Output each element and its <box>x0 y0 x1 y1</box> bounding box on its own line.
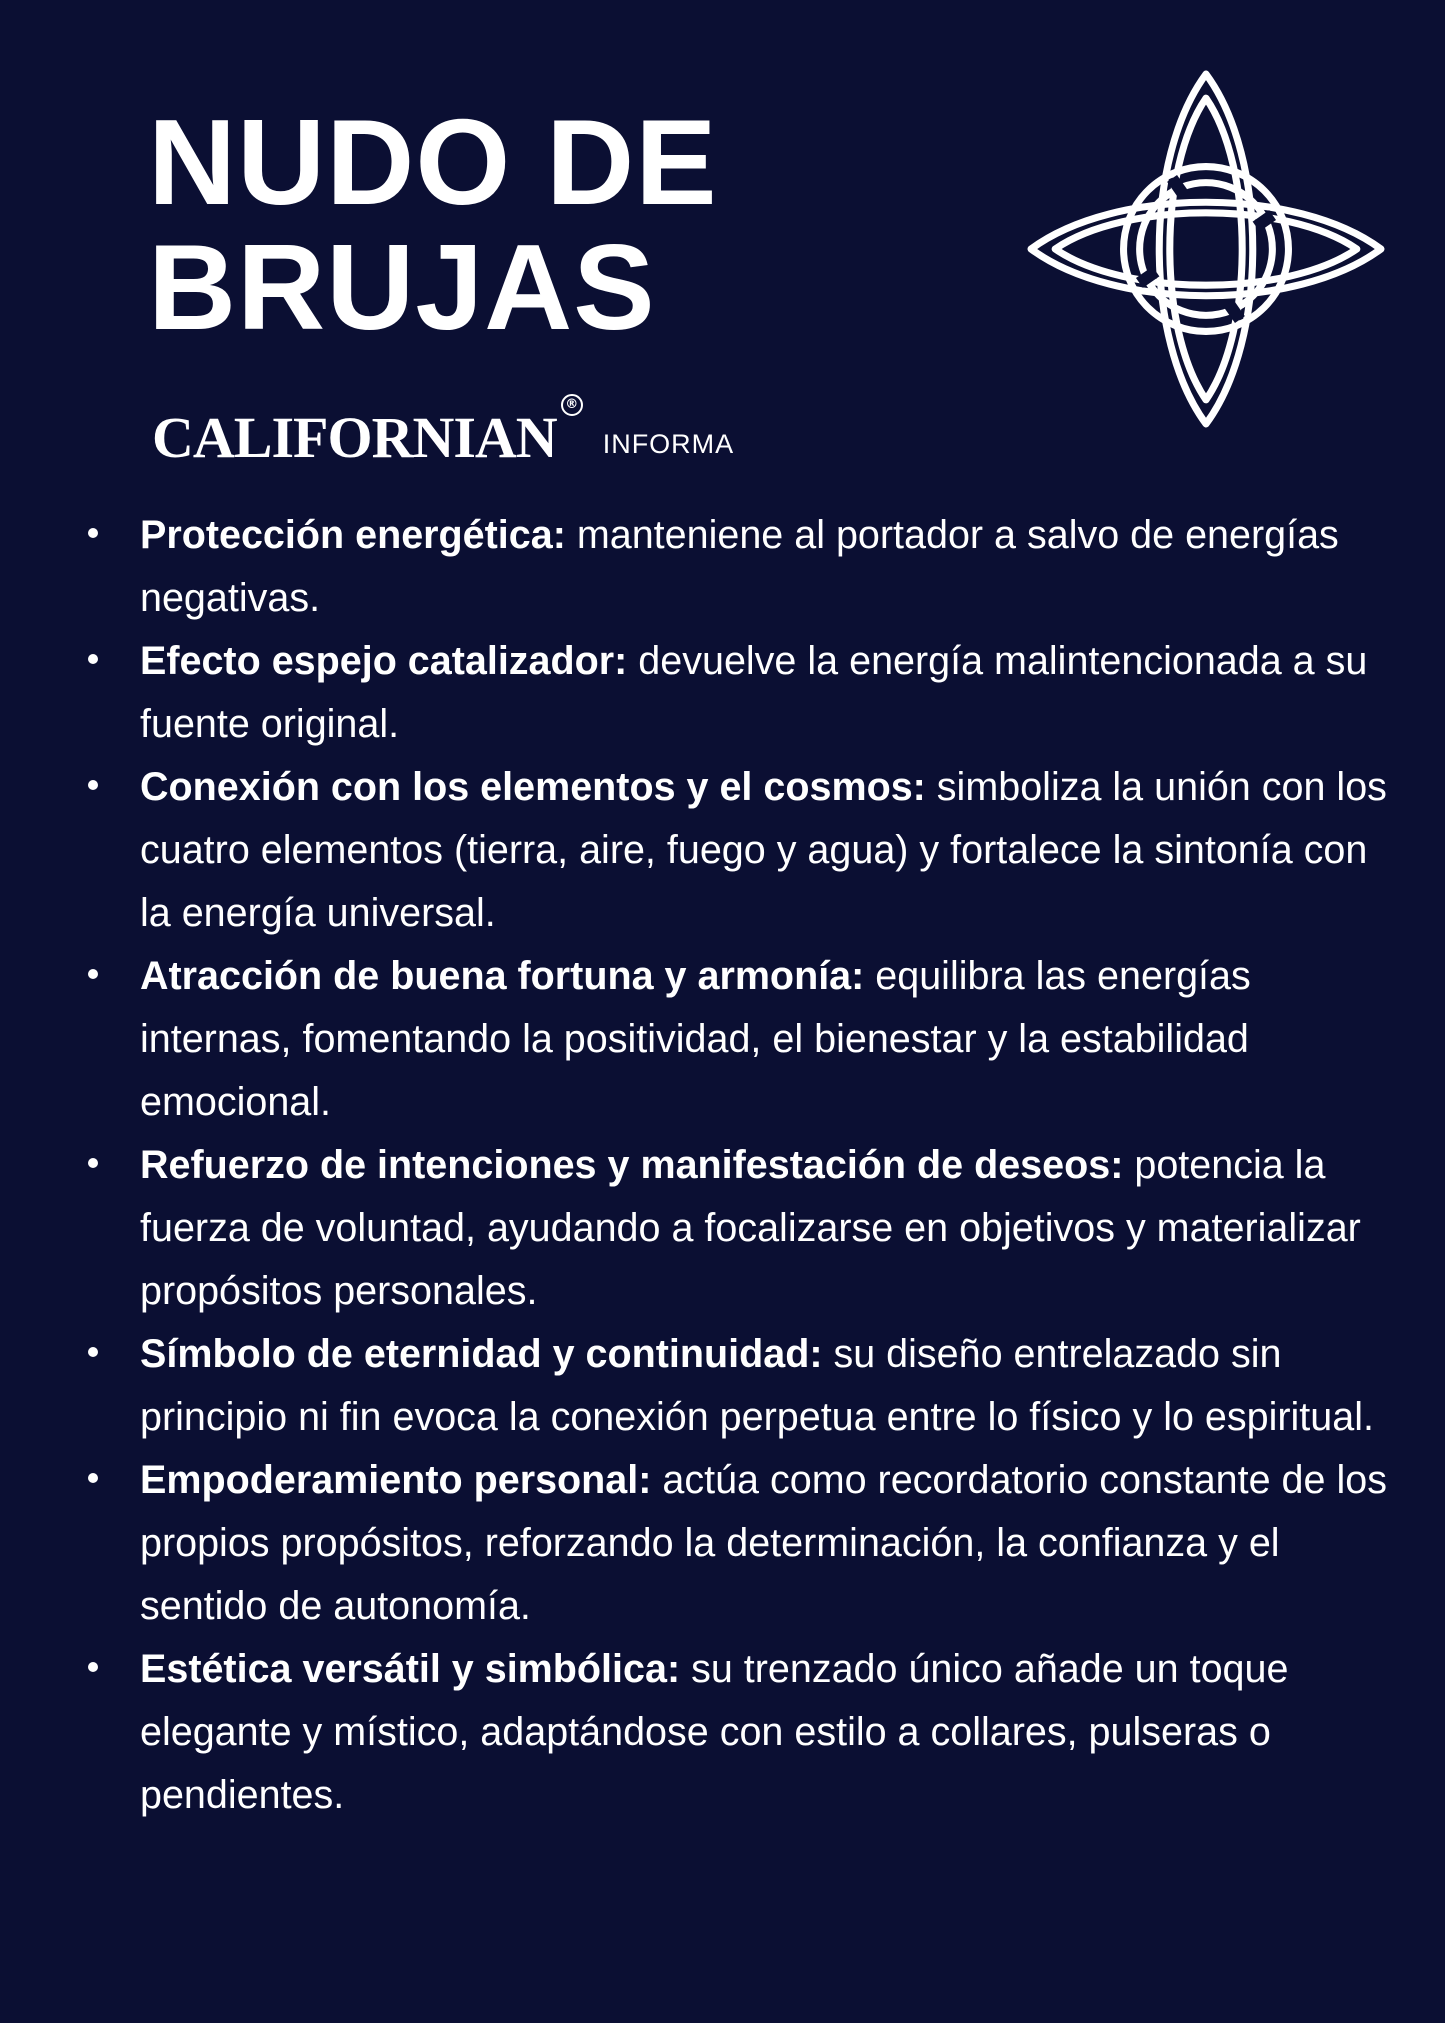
list-item <box>88 756 1398 945</box>
item-title: Efecto espejo catalizador: <box>140 639 628 683</box>
benefits-list <box>88 504 1398 1827</box>
list-item <box>88 1323 1398 1449</box>
item-title: Atracción de buena fortuna y armonía: <box>140 954 865 998</box>
item-text: equilibra las energías internas, fomentando la positividad, el bienestar y la estabilidad emocional. <box>140 954 1251 1124</box>
registered-mark: ® <box>561 394 583 416</box>
bullet-icon <box>88 780 98 790</box>
bullet-icon <box>88 1473 98 1483</box>
list-item <box>88 945 1398 1134</box>
title-line-2: BRUJAS <box>148 219 656 355</box>
item-title: Estética versátil y simbólica: <box>140 1647 681 1691</box>
item-text: su diseño entrelazado sin principio ni fin evoca la conexión perpetua entre lo físico y lo espiritual. <box>140 1332 1374 1439</box>
item-title: Símbolo de eternidad y continuidad: <box>140 1332 823 1376</box>
brand-logo: CALIFORNIAN <box>152 405 557 470</box>
item-text: potencia la fuerza de voluntad, ayudando a focalizarse en objetivos y materializar propósitos personales. <box>140 1143 1361 1313</box>
item-title: Protección energética: <box>140 513 566 557</box>
bullet-icon <box>88 1662 98 1672</box>
item-text: su trenzado único añade un toque elegante y místico, adaptándose con estilo a collares, pulseras o pendientes. <box>140 1647 1289 1817</box>
bullet-icon <box>88 528 98 538</box>
page-title <box>148 94 718 355</box>
bullet-icon <box>88 1347 98 1357</box>
bullet-icon <box>88 969 98 979</box>
list-item <box>88 1134 1398 1323</box>
list-item <box>88 1638 1398 1827</box>
brand-block <box>152 398 734 468</box>
bullet-icon <box>88 1158 98 1168</box>
bullet-icon <box>88 654 98 664</box>
item-text: actúa como recordatorio constante de los propios propósitos, reforzando la determinación, la confianza y el sentido de autonomía. <box>140 1458 1387 1628</box>
item-text: simboliza la unión con los cuatro elementos (tierra, aire, fuego y agua) y fortalece la sintonía con la energía universal. <box>140 765 1387 935</box>
item-text: manteniene al portador a salvo de energías negativas. <box>140 513 1339 620</box>
item-title: Conexión con los elementos y el cosmos: <box>140 765 926 809</box>
list-item <box>88 630 1398 756</box>
item-title: Refuerzo de intenciones y manifestación de deseos: <box>140 1143 1124 1187</box>
item-title: Empoderamiento personal: <box>140 1458 652 1502</box>
item-text: devuelve la energía malintencionada a su fuente original. <box>140 639 1368 746</box>
brand-tag: INFORMA <box>602 429 735 459</box>
title-line-1: NUDO DE <box>148 94 718 230</box>
list-item <box>88 1449 1398 1638</box>
celtic-witch-knot-icon <box>1025 68 1387 430</box>
list-item <box>88 504 1398 630</box>
